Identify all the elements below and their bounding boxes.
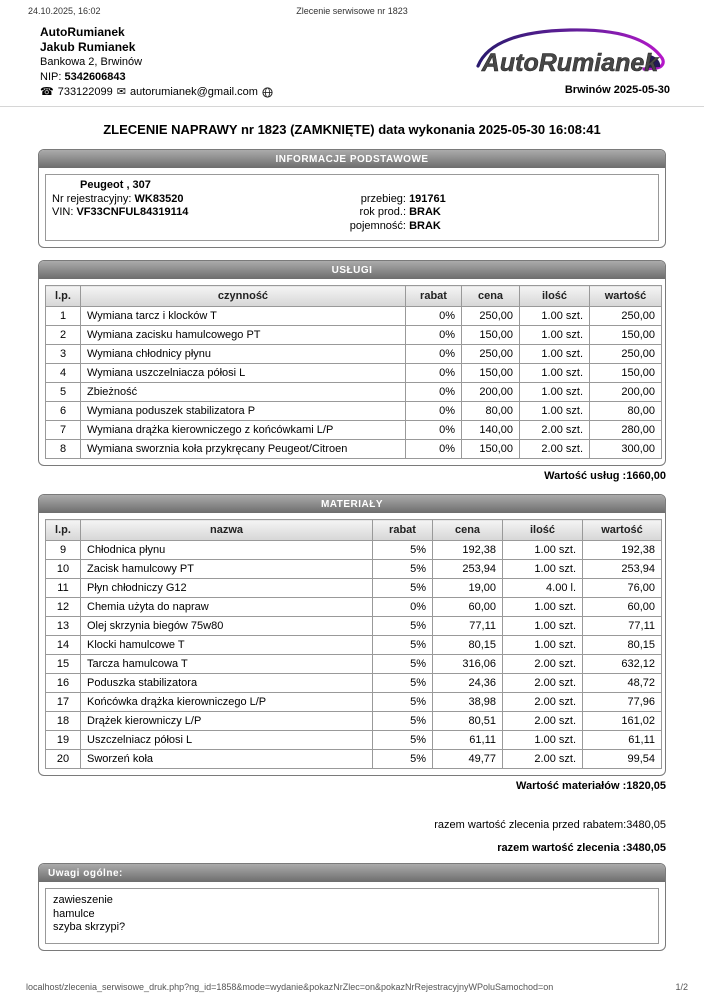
vehicle-info-box	[45, 174, 659, 241]
table-cell: 0%	[406, 345, 462, 364]
company-block	[40, 25, 273, 100]
table-row	[46, 731, 662, 750]
phone-icon: ☎	[40, 86, 54, 98]
materials-header-row	[46, 520, 662, 541]
materials-total-label: Wartość materiałów :	[516, 780, 627, 792]
table-cell: 77,96	[583, 693, 662, 712]
table-row	[46, 383, 662, 402]
table-cell: 5%	[373, 693, 433, 712]
summary-total-label: razem wartość zlecenia :	[497, 842, 627, 854]
company-name: AutoRumianek	[40, 25, 125, 39]
services-total-label: Wartość usług :	[544, 470, 627, 482]
table-cell: 2.00 szt.	[503, 750, 583, 769]
company-owner: Jakub Rumianek	[40, 40, 136, 54]
summary-before-discount-label: razem wartość zlecenia przed rabatem:	[434, 819, 627, 831]
services-section	[38, 260, 666, 466]
table-cell: 316,06	[433, 655, 503, 674]
table-cell: 192,38	[433, 541, 503, 560]
vehicle-info-col1	[52, 179, 328, 233]
table-cell: 1.00 szt.	[520, 364, 590, 383]
table-cell: 24,36	[433, 674, 503, 693]
note-line: zawieszenie	[53, 894, 113, 906]
table-row	[46, 421, 662, 440]
print-datetime: 24.10.2025, 16:02	[28, 6, 101, 16]
table-cell: 280,00	[590, 421, 662, 440]
table-row	[46, 440, 662, 459]
table-cell: 9	[46, 541, 81, 560]
table-cell: 2.00 szt.	[503, 712, 583, 731]
summary-total	[38, 842, 666, 854]
vin-label: VIN:	[52, 206, 74, 218]
table-cell: 161,02	[583, 712, 662, 731]
vin-line	[52, 206, 328, 220]
table-cell: 80,15	[583, 636, 662, 655]
col-header-qty: ilość	[520, 286, 590, 307]
col-header-discount: rabat	[406, 286, 462, 307]
table-cell: 1.00 szt.	[520, 402, 590, 421]
table-cell: 61,11	[583, 731, 662, 750]
table-cell: 1.00 szt.	[520, 326, 590, 345]
table-cell: 1	[46, 307, 81, 326]
table-cell: 632,12	[583, 655, 662, 674]
basic-info-header: INFORMACJE PODSTAWOWE	[39, 150, 665, 168]
col-header-value: wartość	[590, 286, 662, 307]
table-cell: 1.00 szt.	[503, 541, 583, 560]
summary-total-value: 3480,05	[626, 842, 666, 854]
table-cell: Wymiana sworznia koła przykręcany Peugeot/Citroen	[81, 440, 406, 459]
col-header-price: cena	[433, 520, 503, 541]
services-table-body	[46, 307, 662, 459]
table-cell: 11	[46, 579, 81, 598]
summary-before-discount-value: 3480,05	[626, 819, 666, 831]
table-cell: 0%	[406, 383, 462, 402]
table-cell: 1.00 szt.	[520, 383, 590, 402]
table-cell: 250,00	[590, 307, 662, 326]
notes-header: Uwagi ogólne:	[39, 864, 665, 882]
table-cell: 14	[46, 636, 81, 655]
mileage-value: 191761	[409, 192, 446, 205]
table-cell: 5%	[373, 541, 433, 560]
services-header: USŁUGI	[39, 261, 665, 279]
table-cell: Wymiana uszczelniacza półosi L	[81, 364, 406, 383]
services-table-head	[46, 286, 662, 307]
table-cell: Chłodnica płynu	[81, 541, 373, 560]
col-header-lp: l.p.	[46, 286, 81, 307]
table-row	[46, 617, 662, 636]
table-cell: 5%	[373, 655, 433, 674]
services-table	[45, 285, 662, 459]
table-cell: 300,00	[590, 440, 662, 459]
table-cell: Chemia użyta do napraw	[81, 598, 373, 617]
col-header-value: wartość	[583, 520, 662, 541]
table-row	[46, 307, 662, 326]
materials-table	[45, 519, 662, 769]
table-cell: 1.00 szt.	[503, 731, 583, 750]
table-row	[46, 326, 662, 345]
table-cell: 18	[46, 712, 81, 731]
services-header-row	[46, 286, 662, 307]
table-row	[46, 598, 662, 617]
table-cell: 0%	[406, 364, 462, 383]
col-header-lp: l.p.	[46, 520, 81, 541]
prod-year-value: BRAK	[409, 206, 441, 218]
company-address: Bankowa 2, Brwinów	[40, 56, 143, 68]
materials-table-head	[46, 520, 662, 541]
table-cell: Klocki hamulcowe T	[81, 636, 373, 655]
table-cell: 8	[46, 440, 81, 459]
table-cell: 99,54	[583, 750, 662, 769]
table-cell: Wymiana chłodnicy płynu	[81, 345, 406, 364]
table-cell: 250,00	[462, 345, 520, 364]
globe-icon	[262, 87, 273, 98]
summary-before-discount	[38, 819, 666, 831]
table-cell: 48,72	[583, 674, 662, 693]
table-row	[46, 674, 662, 693]
table-cell: 4.00 l.	[503, 579, 583, 598]
company-email: autorumianek@gmail.com	[129, 86, 258, 98]
table-cell: 13	[46, 617, 81, 636]
logo-car-icon	[472, 25, 672, 81]
prod-year-label: rok prod.:	[359, 206, 406, 218]
logo-brand-text: AutoRumianek	[481, 49, 658, 77]
table-cell: 140,00	[462, 421, 520, 440]
table-cell: 2.00 szt.	[503, 693, 583, 712]
vin-value: VF33CNFUL84319114	[76, 206, 189, 218]
table-cell: 2.00 szt.	[503, 674, 583, 693]
table-cell: 2.00 szt.	[520, 440, 590, 459]
envelope-icon: ✉	[116, 86, 126, 98]
table-row	[46, 636, 662, 655]
table-cell: 19	[46, 731, 81, 750]
materials-total-line	[38, 780, 666, 792]
table-cell: Wymiana tarcz i klocków T	[81, 307, 406, 326]
table-cell: 150,00	[462, 364, 520, 383]
registration-line	[52, 193, 328, 207]
table-cell: Wymiana zacisku hamulcowego PT	[81, 326, 406, 345]
table-cell: 250,00	[462, 307, 520, 326]
document-header	[0, 16, 704, 100]
table-row	[46, 345, 662, 364]
table-cell: 0%	[406, 421, 462, 440]
services-total-line	[38, 470, 666, 482]
note-line: hamulce	[53, 907, 95, 920]
col-header-price: cena	[462, 286, 520, 307]
table-cell: 12	[46, 598, 81, 617]
table-cell: 80,15	[433, 636, 503, 655]
table-cell: 5	[46, 383, 81, 402]
table-cell: 0%	[406, 326, 462, 345]
table-cell: 38,98	[433, 693, 503, 712]
notes-box	[45, 888, 659, 944]
vehicle-name: Peugeot , 307	[80, 179, 151, 191]
table-cell: Tarcza hamulcowa T	[81, 655, 373, 674]
col-header-activity: czynność	[81, 286, 406, 307]
mileage-line	[328, 193, 652, 207]
services-total-value: 1660,00	[626, 470, 666, 482]
table-cell: 150,00	[462, 326, 520, 345]
company-nip-line	[40, 70, 273, 85]
nip-label: NIP:	[40, 71, 62, 83]
header-divider	[0, 106, 704, 107]
print-footer	[0, 982, 704, 992]
col-header-qty: ilość	[503, 520, 583, 541]
basic-info-body	[39, 168, 665, 247]
table-cell: 5%	[373, 712, 433, 731]
table-row	[46, 364, 662, 383]
table-cell: 5%	[373, 560, 433, 579]
table-cell: 200,00	[590, 383, 662, 402]
table-cell: 77,11	[433, 617, 503, 636]
table-cell: 6	[46, 402, 81, 421]
table-row	[46, 693, 662, 712]
table-cell: 1.00 szt.	[503, 617, 583, 636]
company-contact-line	[40, 85, 273, 100]
table-cell: 150,00	[590, 326, 662, 345]
company-phone: 733122099	[57, 86, 113, 98]
table-cell: 60,00	[433, 598, 503, 617]
table-cell: 60,00	[583, 598, 662, 617]
table-cell: 150,00	[590, 364, 662, 383]
print-footer-url: localhost/zlecenia_serwisowe_druk.php?ng_id=1858&mode=wydanie&pokazNrZlec=on&pokazNrRejestracyjnyWPoluSamochod=on	[26, 982, 554, 992]
table-cell: Wymiana drążka kierowniczego z końcówkami L/P	[81, 421, 406, 440]
table-row	[46, 541, 662, 560]
table-row	[46, 655, 662, 674]
print-footer-page: 1/2	[675, 982, 688, 992]
table-cell: 253,94	[583, 560, 662, 579]
col-header-name: nazwa	[81, 520, 373, 541]
table-cell: Sworzeń koła	[81, 750, 373, 769]
table-cell: Płyn chłodniczy G12	[81, 579, 373, 598]
notes-section	[38, 863, 666, 951]
table-cell: 49,77	[433, 750, 503, 769]
print-title: Zlecenie serwisowe nr 1823	[296, 6, 408, 16]
table-cell: 1.00 szt.	[503, 560, 583, 579]
capacity-line	[328, 220, 652, 234]
logo-date: Brwinów 2025-05-30	[564, 84, 670, 96]
table-cell: Zbieżność	[81, 383, 406, 402]
table-cell: 80,51	[433, 712, 503, 731]
table-cell: 5%	[373, 750, 433, 769]
table-cell: 5%	[373, 674, 433, 693]
table-cell: 2.00 szt.	[503, 655, 583, 674]
table-cell: 17	[46, 693, 81, 712]
services-body	[39, 279, 665, 465]
print-header	[0, 0, 704, 16]
table-cell: Wymiana poduszek stabilizatora P	[81, 402, 406, 421]
table-cell: 5%	[373, 731, 433, 750]
table-cell: 1.00 szt.	[503, 636, 583, 655]
registration-value: WK83520	[134, 192, 184, 205]
table-cell: 16	[46, 674, 81, 693]
table-row	[46, 579, 662, 598]
table-cell: Drążek kierowniczy L/P	[81, 712, 373, 731]
table-cell: Olej skrzynia biegów 75w80	[81, 617, 373, 636]
table-cell: 4	[46, 364, 81, 383]
table-cell: 253,94	[433, 560, 503, 579]
table-cell: 15	[46, 655, 81, 674]
mileage-label: przebieg:	[360, 192, 406, 205]
table-cell: 0%	[406, 440, 462, 459]
nip-value: 5342606843	[64, 71, 126, 83]
table-cell: 20	[46, 750, 81, 769]
table-cell: 77,11	[583, 617, 662, 636]
table-cell: 80,00	[590, 402, 662, 421]
table-cell: 5%	[373, 636, 433, 655]
materials-section	[38, 494, 666, 776]
materials-body	[39, 513, 665, 775]
table-cell: 0%	[406, 402, 462, 421]
table-row	[46, 712, 662, 731]
note-line: szyba skrzypi?	[53, 921, 126, 933]
vehicle-info-col2	[328, 179, 652, 233]
table-row	[46, 402, 662, 421]
capacity-label: pojemność:	[349, 219, 406, 232]
table-cell: 1.00 szt.	[520, 345, 590, 364]
prod-year-line	[328, 206, 652, 220]
capacity-value: BRAK	[409, 219, 441, 232]
materials-total-value: 1820,05	[626, 780, 666, 792]
table-cell: 7	[46, 421, 81, 440]
table-cell: 5%	[373, 617, 433, 636]
table-cell: 80,00	[462, 402, 520, 421]
table-cell: 0%	[373, 598, 433, 617]
table-cell: 3	[46, 345, 81, 364]
table-row	[46, 560, 662, 579]
materials-header: MATERIAŁY	[39, 495, 665, 513]
registration-label: Nr rejestracyjny:	[52, 192, 132, 205]
document-title: ZLECENIE NAPRAWY nr 1823 (ZAMKNIĘTE) data wykonania 2025-05-30 16:08:41	[103, 122, 601, 137]
logo	[469, 25, 674, 100]
table-cell: 200,00	[462, 383, 520, 402]
materials-table-body	[46, 541, 662, 769]
table-cell: 10	[46, 560, 81, 579]
table-cell: 61,11	[433, 731, 503, 750]
table-cell: Końcówka drążka kierowniczego L/P	[81, 693, 373, 712]
table-cell: 2.00 szt.	[520, 421, 590, 440]
notes-body	[39, 882, 665, 950]
table-cell: 150,00	[462, 440, 520, 459]
basic-info-section	[38, 149, 666, 248]
table-cell: 250,00	[590, 345, 662, 364]
table-cell: Uszczelniacz półosi L	[81, 731, 373, 750]
table-cell: 1.00 szt.	[520, 307, 590, 326]
table-row	[46, 750, 662, 769]
table-cell: 76,00	[583, 579, 662, 598]
table-cell: 5%	[373, 579, 433, 598]
info-spacer-line	[328, 179, 652, 193]
table-cell: Poduszka stabilizatora	[81, 674, 373, 693]
table-cell: 19,00	[433, 579, 503, 598]
table-cell: 0%	[406, 307, 462, 326]
col-header-discount: rabat	[373, 520, 433, 541]
table-cell: 1.00 szt.	[503, 598, 583, 617]
table-cell: 192,38	[583, 541, 662, 560]
table-cell: 2	[46, 326, 81, 345]
table-cell: Zacisk hamulcowy PT	[81, 560, 373, 579]
